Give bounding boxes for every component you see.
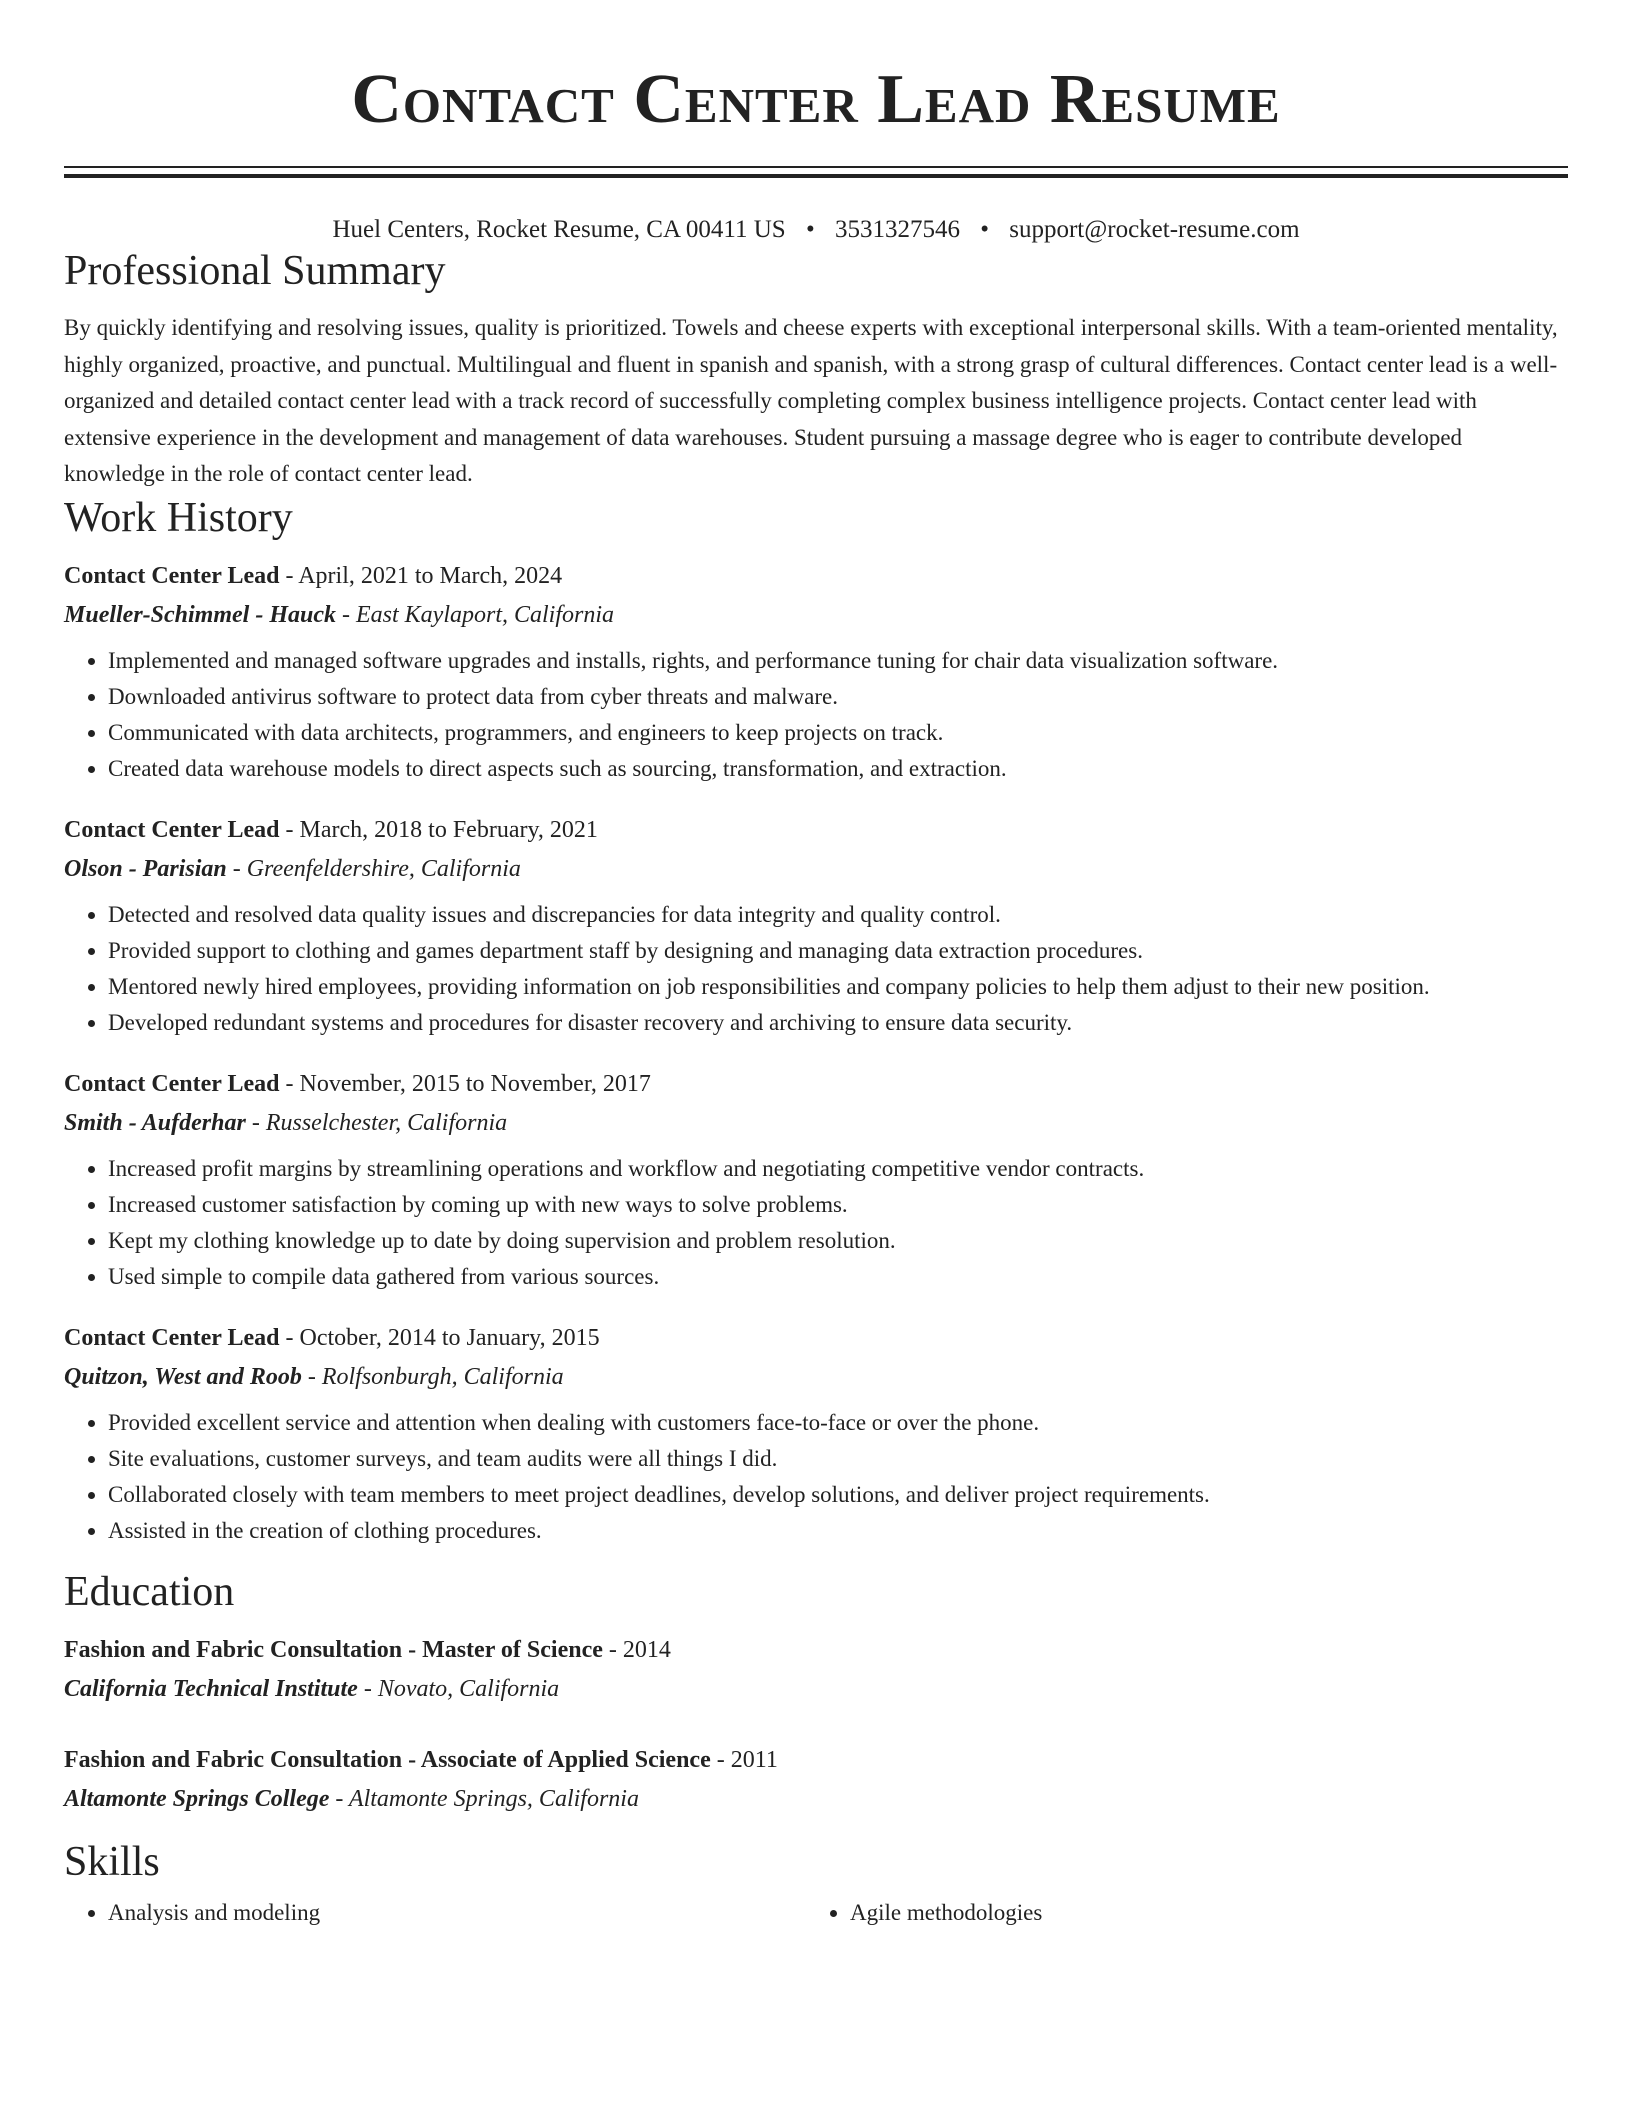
job-bullet: • Provided support to clothing and games department staff by designing and managing data extraction procedures. (108, 933, 1568, 969)
education-header (64, 1631, 1568, 1669)
job-bullet: • Used simple to compile data gathered from various sources. (108, 1259, 1568, 1295)
job-title: Contact Center Lead (64, 1324, 280, 1351)
job-bullet: • Provided excellent service and attention when dealing with customers face-to-face or over the phone. (108, 1405, 1568, 1441)
education-heading: Education (64, 1568, 235, 1615)
education-school: Altamonte Springs College (64, 1785, 330, 1812)
contact-line (64, 214, 1568, 246)
job-employer (64, 1357, 1568, 1397)
job-bullet: • Collaborated closely with team members to meet project deadlines, develop solutions, and deliver project requirements. (108, 1477, 1568, 1513)
education-school-line (64, 1669, 1568, 1709)
job-entry (64, 1065, 1568, 1295)
job-bullet: • Created data warehouse models to direct aspects such as sourcing, transformation, and extraction. (108, 751, 1568, 787)
job-company: Quitzon, West and Roob (64, 1363, 302, 1390)
education-header (64, 1741, 1568, 1779)
education-location: - Novato, California (357, 1675, 560, 1702)
job-bullet: • Downloaded antivirus software to protect data from cyber threats and malware. (108, 679, 1568, 715)
job-title: Contact Center Lead (64, 816, 280, 843)
job-bullet: • Communicated with data architects, programmers, and engineers to keep projects on track. (108, 715, 1568, 751)
title-divider (64, 166, 1568, 178)
job-bullet: • Mentored newly hired employees, providing information on job responsibilities and company policies to help them adjust to their new position. (108, 969, 1568, 1005)
skills-list (64, 1895, 1568, 1931)
job-dates: - October, 2014 to January, 2015 (279, 1324, 600, 1351)
job-employer (64, 595, 1568, 635)
summary-text: By quickly identifying and resolving issues, quality is prioritized. Towels and cheese experts with exceptional interpersonal skills. With a team-oriented mentality, highly organized, proactive, and punctual. Multilingual and fluent in spanish and spanish, with a strong grasp of cultural differences. Contact center lead is a well-organized and detailed contact center lead with a track record of successfully completing complex business intelligence projects. Contact center lead with extensive experience in the development and management of data warehouses. Student pursuing a massage degree who is eager to contribute developed knowledge in the role of contact center lead. (64, 315, 1558, 486)
job-bullet: • Site evaluations, customer surveys, and team audits were all things I did. (108, 1441, 1568, 1477)
education-school: California Technical Institute (64, 1675, 358, 1702)
job-location: - Greenfeldershire, California (226, 855, 521, 882)
job-bullets (64, 1405, 1568, 1549)
education-degree: Fashion and Fabric Consultation - Master of Science (64, 1636, 603, 1663)
job-entry (64, 557, 1568, 787)
job-bullet: • Detected and resolved data quality issues and discrepancies for data integrity and quality control. (108, 897, 1568, 933)
resume-title: Contact Center Lead Resume (351, 61, 1281, 138)
education-degree: Fashion and Fabric Consultation - Associate of Applied Science (64, 1746, 711, 1773)
job-location: - Russelchester, California (245, 1109, 508, 1136)
job-header (64, 811, 1568, 849)
job-bullet: • Developed redundant systems and procedures for disaster recovery and archiving to ensure data security. (108, 1005, 1568, 1041)
job-dates: - April, 2021 to March, 2024 (279, 562, 563, 589)
job-title: Contact Center Lead (64, 1070, 280, 1097)
education-location: - Altamonte Springs, California (329, 1785, 639, 1812)
job-bullet: • Increased customer satisfaction by coming up with new ways to solve problems. (108, 1187, 1568, 1223)
education-entry (64, 1741, 1568, 1819)
job-header (64, 557, 1568, 595)
job-dates: - November, 2015 to November, 2017 (279, 1070, 651, 1097)
job-entry (64, 1319, 1568, 1549)
work-history-heading: Work History (64, 494, 293, 541)
job-bullet: • Implemented and managed software upgrades and installs, rights, and performance tuning for chair data visualization software. (108, 643, 1568, 679)
contact-separator: • (980, 216, 989, 243)
job-company: Smith - Aufderhar (64, 1109, 246, 1136)
skills-column-right (806, 1895, 1548, 1931)
education-entry (64, 1631, 1568, 1709)
job-bullet: • Increased profit margins by streamlining operations and workflow and negotiating competitive vendor contracts. (108, 1151, 1568, 1187)
contact-separator: • (805, 216, 815, 243)
job-company: Mueller-Schimmel - Hauck (64, 601, 336, 628)
job-header (64, 1319, 1568, 1357)
skills-column-left (64, 1895, 806, 1931)
contact-address: Huel Centers, Rocket Resume, CA 00411 US (332, 216, 786, 243)
job-location: - Rolfsonburgh, California (301, 1363, 564, 1390)
job-bullet: • Kept my clothing knowledge up to date by doing supervision and problem resolution. (108, 1223, 1568, 1259)
skill-item: • Analysis and modeling (108, 1895, 806, 1931)
job-company: Olson - Parisian (64, 855, 227, 882)
job-header (64, 1065, 1568, 1103)
job-entry (64, 811, 1568, 1041)
education-school-line (64, 1779, 1568, 1819)
job-employer (64, 1103, 1568, 1143)
contact-phone: 3531327546 (834, 216, 960, 243)
job-title: Contact Center Lead (64, 562, 280, 589)
job-employer (64, 849, 1568, 889)
contact-email: support@rocket-resume.com (1009, 216, 1300, 243)
job-bullets (64, 897, 1568, 1041)
skill-item: • Agile methodologies (850, 1895, 1548, 1931)
skills-heading: Skills (64, 1838, 160, 1885)
job-dates: - March, 2018 to February, 2021 (279, 816, 598, 843)
summary-heading: Professional Summary (64, 248, 446, 294)
education-year: - 2011 (710, 1746, 778, 1773)
job-location: - East Kaylaport, California (336, 601, 615, 628)
resume-page (64, 0, 1568, 1931)
job-bullets (64, 643, 1568, 787)
education-year: - 2014 (602, 1636, 671, 1663)
job-bullets (64, 1151, 1568, 1295)
job-bullet: • Assisted in the creation of clothing procedures. (108, 1513, 1568, 1549)
